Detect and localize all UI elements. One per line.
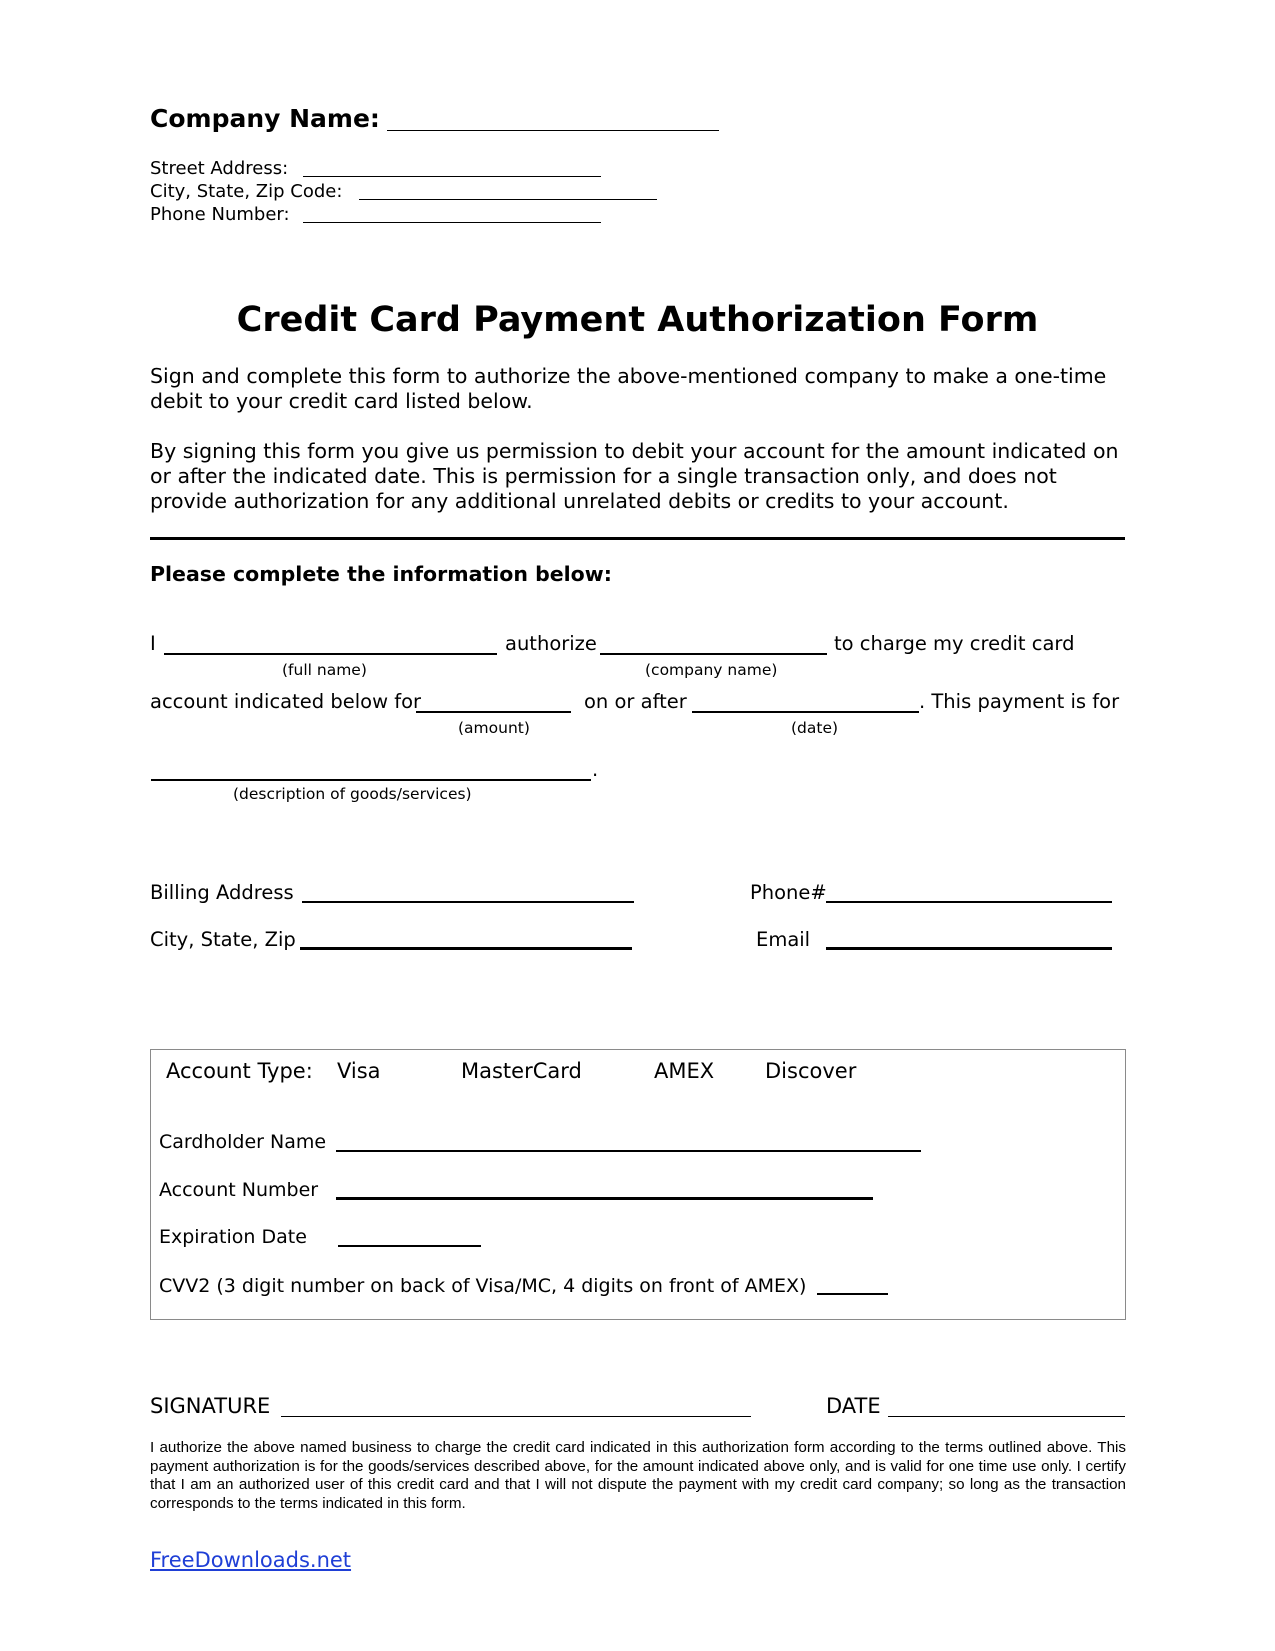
account-type-label: Account Type: bbox=[166, 1059, 313, 1083]
phone-number-field[interactable] bbox=[303, 222, 601, 223]
expiration-date-label: Expiration Date bbox=[159, 1226, 307, 1248]
email-label: Email bbox=[756, 928, 811, 951]
card-type-amex[interactable]: AMEX bbox=[654, 1059, 715, 1083]
phone-number-label: Phone Number: bbox=[150, 204, 290, 225]
signature-label: SIGNATURE bbox=[150, 1394, 271, 1418]
caption-full-name: (full name) bbox=[282, 661, 367, 679]
amount-field[interactable] bbox=[416, 711, 571, 713]
cvv2-label: CVV2 (3 digit number on back of Visa/MC, 4 digits on front of AMEX) bbox=[159, 1275, 807, 1297]
description-field[interactable] bbox=[151, 779, 591, 781]
auth-line3-suffix: . bbox=[592, 758, 599, 781]
caption-description: (description of goods/services) bbox=[233, 785, 472, 803]
date-label: DATE bbox=[826, 1394, 881, 1418]
cardholder-name-field[interactable] bbox=[336, 1150, 921, 1152]
expiration-date-field[interactable] bbox=[338, 1245, 481, 1247]
company-name-field[interactable] bbox=[387, 130, 719, 131]
card-type-mastercard[interactable]: MasterCard bbox=[461, 1059, 582, 1083]
city-state-zip-field[interactable] bbox=[359, 199, 657, 200]
auth-line2-suffix: . This payment is for bbox=[919, 690, 1120, 713]
street-address-field[interactable] bbox=[303, 176, 601, 177]
auth-line1-prefix: I bbox=[150, 632, 156, 655]
billing-address-label: Billing Address bbox=[150, 881, 294, 904]
auth-line2-mid: on or after bbox=[584, 690, 687, 713]
disclaimer-text: I authorize the above named business to charge the credit card indicated in this authorization form according to the terms outlined above. This payment authorization is for the goods/services described above, for the amount indicated above only, and is valid for one time use only. I certify that I am an authorized user of this credit card and that I will not dispute the payment with my credit card company; so long as the transaction corresponds to the terms indicated in this form. bbox=[150, 1439, 1126, 1512]
company-name-label: Company Name: bbox=[150, 104, 380, 133]
account-number-field[interactable] bbox=[336, 1197, 873, 1200]
street-address-label: Street Address: bbox=[150, 158, 289, 179]
auth-line1-suffix: to charge my credit card bbox=[834, 632, 1075, 655]
email-field[interactable] bbox=[826, 947, 1112, 950]
account-number-label: Account Number bbox=[159, 1179, 319, 1201]
caption-company-name: (company name) bbox=[645, 661, 778, 679]
date-field[interactable] bbox=[692, 711, 919, 713]
cvv2-field[interactable] bbox=[817, 1293, 888, 1295]
caption-amount: (amount) bbox=[458, 719, 530, 737]
phone-label: Phone# bbox=[750, 881, 827, 904]
signature-date-field[interactable] bbox=[888, 1416, 1125, 1417]
full-name-field[interactable] bbox=[164, 653, 497, 655]
section-divider bbox=[150, 537, 1125, 540]
city-state-zip-label: City, State, Zip Code: bbox=[150, 181, 343, 202]
company-name-auth-field[interactable] bbox=[600, 653, 827, 655]
auth-line2-prefix: account indicated below for bbox=[150, 690, 422, 713]
card-type-visa[interactable]: Visa bbox=[337, 1059, 381, 1083]
auth-line1-mid: authorize bbox=[505, 632, 597, 655]
billing-address-field[interactable] bbox=[302, 901, 634, 903]
page-title: Credit Card Payment Authorization Form bbox=[236, 300, 1039, 340]
billing-city-state-zip-field[interactable] bbox=[300, 947, 632, 950]
section-heading: Please complete the information below: bbox=[150, 562, 612, 586]
intro-paragraph-2: By signing this form you give us permission to debit your account for the amount indicated on or after the indicated date. This is permission for a single transaction only, and does not provide authorization for any additional unrelated debits or credits to your account. bbox=[150, 439, 1119, 513]
footer-link[interactable]: FreeDownloads.net bbox=[150, 1548, 352, 1572]
caption-date: (date) bbox=[791, 719, 839, 737]
signature-field[interactable] bbox=[281, 1416, 751, 1417]
cardholder-name-label: Cardholder Name bbox=[159, 1131, 327, 1153]
billing-city-state-zip-label: City, State, Zip bbox=[150, 928, 296, 951]
card-type-discover[interactable]: Discover bbox=[765, 1059, 857, 1083]
phone-field[interactable] bbox=[826, 901, 1112, 903]
intro-paragraph-1: Sign and complete this form to authorize the above-mentioned company to make a one-time debit to your credit card listed below. bbox=[150, 364, 1107, 413]
